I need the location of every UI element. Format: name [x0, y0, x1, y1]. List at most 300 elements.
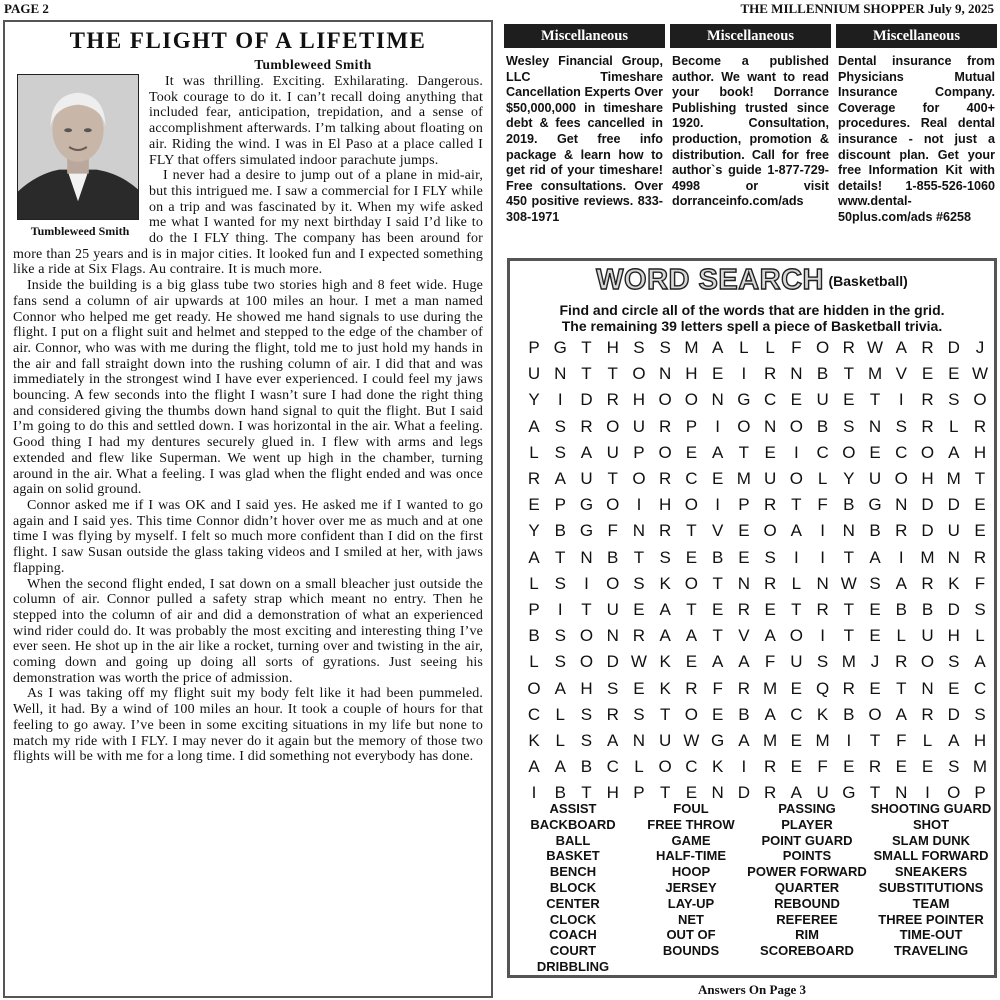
grid-letter: E: [921, 757, 934, 777]
grid-letter: P: [554, 495, 566, 515]
grid-letter: E: [685, 652, 698, 672]
grid-letter: O: [527, 678, 541, 698]
grid-letter: H: [973, 442, 987, 462]
grid-letter: D: [921, 495, 934, 515]
grid-letter: N: [763, 416, 777, 436]
word-list-item: FOUL: [673, 801, 709, 816]
word-list-item: SMALL FORWARD: [873, 848, 989, 864]
grid-letter: C: [973, 678, 987, 698]
grid-letter: D: [947, 338, 960, 358]
word-list-item: POINT GUARD: [761, 832, 853, 848]
grid-letter: T: [974, 469, 986, 489]
grid-letter: F: [817, 757, 828, 777]
grid-letter: R: [921, 338, 934, 358]
grid-letter: R: [763, 495, 777, 515]
word-list-column: [510, 801, 636, 975]
grid-letter: T: [581, 338, 592, 358]
grid-letter: T: [686, 521, 697, 541]
word-list-item: RIM: [795, 927, 819, 943]
grid-letter: I: [898, 547, 904, 567]
grid-row: [510, 597, 994, 623]
word-list-item: COACH: [549, 927, 597, 943]
classified-text: Dental insurance from Physicians Mutual Insurance Company. Coverage for 400+ procedures. Real dental insurance - not just a discount plan. Get your free Information Kit with details! 1-855-526-1060 www.dental-50plus.com/ads #6258: [838, 54, 995, 224]
grid-letter: I: [584, 573, 589, 593]
grid-letter: S: [554, 626, 566, 646]
grid-letter: S: [974, 704, 986, 724]
grid-letter: M: [736, 469, 751, 489]
grid-letter: O: [763, 521, 777, 541]
grid-letter: I: [636, 495, 642, 515]
word-list-item: HOOP: [671, 864, 711, 880]
grid-letter: M: [815, 730, 830, 750]
grid-letter: E: [974, 495, 986, 515]
grid-letter: P: [633, 783, 645, 803]
article-paragraph: As I was taking off my flight suit my body felt like it had been pummeled. Well, it had. By a wind of 100 miles an hour. It took a couple of hours for that feeling to go away. I’ve been in some exciting situations in my life but none to match my ride with I FLY. I may never do it again but the memory of those two flights will be with me for a long time. I did something not everybody has done.: [13, 686, 483, 765]
word-list-item: CLOCK: [549, 911, 597, 927]
grid-letter: C: [790, 704, 803, 724]
grid-letter: A: [869, 547, 881, 567]
grid-letter: L: [949, 416, 959, 436]
grid-letter: F: [607, 521, 618, 541]
word-search-instructions-1: Find and circle all of the words that are hidden in the grid.: [559, 302, 945, 318]
word-list-item: FREE THROW: [647, 816, 735, 832]
grid-letter: L: [529, 442, 539, 462]
grid-letter: T: [712, 626, 723, 646]
grid-letter: O: [789, 416, 803, 436]
grid-letter: D: [737, 783, 751, 803]
grid-letter: F: [817, 495, 828, 515]
word-list-item: THREE POINTER: [878, 911, 984, 927]
grid-letter: U: [790, 652, 803, 672]
grid-letter: E: [843, 757, 855, 777]
grid-letter: T: [738, 442, 750, 462]
grid-letter: T: [843, 626, 854, 646]
grid-letter: R: [737, 599, 751, 619]
word-list: [510, 801, 994, 975]
grid-letter: R: [763, 757, 777, 777]
article-paragraph: It was thrilling. Exciting. Exhilarating. Dangerous. Took courage to do it. I can’t recall doing anything that included fear, anticipation, trepidation, and a sense of accomplishment afterwards. I’m talking about floating on air. Riding the wind. I was in El Paso at a place called I FLY that offers simulated indoor parachute jumps.: [149, 74, 483, 168]
grid-letter: T: [659, 704, 671, 724]
classified-ad-timeshare: [504, 24, 665, 226]
grid-letter: R: [580, 416, 593, 436]
grid-letter: U: [816, 390, 829, 410]
grid-letter: S: [580, 704, 593, 724]
grid-letter: R: [895, 652, 908, 672]
grid-letter: C: [685, 757, 698, 777]
grid-letter: E: [895, 757, 907, 777]
word-list-item: PASSING: [778, 801, 836, 816]
grid-letter: H: [685, 364, 698, 384]
grid-letter: E: [633, 599, 645, 619]
grid-letter: A: [790, 521, 803, 541]
grid-letter: Y: [528, 521, 540, 541]
word-list-column: [636, 801, 746, 975]
grid-letter: O: [658, 390, 672, 410]
grid-letter: A: [528, 757, 540, 777]
grid-letter: T: [633, 547, 645, 567]
grid-letter: I: [820, 547, 825, 567]
grid-letter: A: [711, 442, 724, 462]
word-list-item: POINTS: [782, 848, 832, 864]
grid-letter: O: [606, 573, 620, 593]
word-list-item: TEAM: [912, 895, 950, 911]
grid-letter: D: [947, 704, 960, 724]
grid-letter: E: [974, 521, 986, 541]
grid-letter: M: [841, 652, 856, 672]
word-list-item: SNEAKERS: [894, 864, 968, 880]
grid-letter: S: [554, 416, 566, 436]
article-paragraph: When the second flight ended, I sat down on a small bleacher just outside the column of air. Connor pulled a safety strap which meant no entry. Then he stepped into the column of air and did a demonstration of what an experienced wind rider could do. It was probably the most exciting and interesting thing I’ve ever seen. He shot up in the air like a rocket, turning over and twisting in the air, coming down and going up doing all sorts of gyrations. Just seeing his demonstration was worth the price of admission.: [13, 576, 483, 686]
grid-letter: O: [947, 783, 961, 803]
classified-header: Miscellaneous: [836, 24, 997, 48]
grid-letter: B: [554, 521, 566, 541]
grid-letter: L: [555, 704, 565, 724]
article-paragraph: Connor asked me if I was OK and I said yes. He asked me if I wanted to go again and I said yes. This time Connor didn’t hover over me as much and at one time I was flying by myself. I felt so much more confident than I did on the first flight. I saw Susan outside the glass taking videos and I smiled at her, with jaws flapping.: [13, 497, 483, 576]
grid-letter: P: [528, 338, 540, 358]
grid-letter: G: [579, 495, 594, 515]
grid-letter: G: [579, 521, 594, 541]
grid-letter: F: [764, 652, 776, 672]
grid-letter: O: [579, 626, 594, 646]
grid-letter: I: [557, 599, 563, 619]
grid-letter: O: [658, 757, 672, 777]
grid-letter: E: [738, 521, 750, 541]
grid-letter: S: [816, 652, 829, 672]
grid-letter: D: [580, 390, 593, 410]
grid-letter: R: [816, 599, 829, 619]
article-byline: Tumbleweed Smith: [254, 57, 372, 72]
grid-letter: B: [607, 547, 619, 567]
grid-letter: K: [711, 757, 724, 777]
grid-letter: M: [684, 338, 699, 358]
grid-letter: R: [842, 678, 855, 698]
grid-letter: U: [659, 730, 672, 750]
grid-letter: S: [633, 338, 645, 358]
grid-letter: P: [633, 442, 645, 462]
word-list-item: GAME: [671, 832, 711, 848]
grid-letter: P: [528, 599, 540, 619]
grid-letter: A: [659, 626, 671, 646]
word-list-item: BLOCK: [549, 879, 597, 895]
grid-letter: V: [711, 521, 724, 541]
grid-letter: I: [741, 364, 747, 384]
grid-letter: B: [895, 599, 907, 619]
grid-letter: A: [607, 730, 619, 750]
grid-letter: A: [895, 573, 907, 593]
grid-letter: A: [790, 783, 803, 803]
grid-letter: U: [606, 442, 619, 462]
grid-letter: Y: [528, 390, 540, 410]
grid-letter: B: [816, 416, 829, 436]
grid-letter: S: [843, 416, 855, 436]
grid-letter: E: [685, 442, 698, 462]
publication-dateline: THE MILLENNIUM SHOPPER July 9, 2025: [740, 1, 994, 16]
grid-row: [510, 414, 994, 440]
grid-letter: Y: [843, 469, 855, 489]
grid-letter: S: [974, 599, 986, 619]
grid-letter: T: [581, 783, 592, 803]
grid-letter: C: [763, 390, 777, 410]
grid-letter: R: [606, 704, 619, 724]
grid-letter: A: [554, 757, 566, 777]
grid-letter: R: [763, 783, 777, 803]
grid-letter: A: [711, 338, 724, 358]
grid-letter: T: [581, 364, 592, 384]
grid-letter: R: [606, 390, 619, 410]
grid-letter: Q: [815, 678, 830, 698]
grid-letter: T: [843, 599, 854, 619]
grid-letter: A: [895, 704, 907, 724]
word-list-item: TIME-OUT: [899, 927, 963, 943]
grid-letter: E: [921, 364, 934, 384]
answers-note: Answers On Page 3: [698, 982, 806, 997]
grid-letter: U: [527, 364, 541, 384]
word-list-item: BASKET: [546, 848, 600, 864]
grid-letter: O: [789, 469, 803, 489]
grid-letter: S: [554, 652, 566, 672]
grid-letter: S: [948, 757, 960, 777]
word-list-item: COURT: [549, 943, 597, 959]
grid-letter: E: [738, 547, 750, 567]
grid-letter: S: [633, 704, 645, 724]
grid-letter: P: [685, 416, 698, 436]
grid-letter: E: [790, 757, 803, 777]
grid-letter: L: [529, 573, 539, 593]
grid-letter: H: [606, 783, 619, 803]
grid-letter: C: [527, 704, 541, 724]
grid-letter: E: [633, 678, 645, 698]
grid-letter: G: [553, 338, 567, 358]
word-list-item: ASSIST: [549, 801, 597, 816]
grid-letter: H: [947, 626, 960, 646]
grid-letter: T: [791, 495, 802, 515]
article-paragraph: I never had a desire to jump out of a plane in mid-air, but this intrigued me. I saw a commercial for I FLY while on a trip and was fascinated by it. When my wife asked me what I wanted for my next birthday I said I’d like to do the I FLY thing. The company has been around for more than 25 years and is in major cities. It looked fun and I expected something like a ride at Six Flags. Au contraire. It is much more.: [13, 168, 483, 278]
grid-letter: T: [869, 730, 881, 750]
grid-letter: R: [973, 547, 987, 567]
grid-letter: R: [763, 364, 777, 384]
grid-letter: L: [922, 730, 933, 750]
grid-letter: R: [895, 521, 908, 541]
grid-letter: E: [790, 730, 803, 750]
word-list-item: SLAM DUNK: [892, 832, 970, 848]
grid-letter: O: [684, 390, 699, 410]
grid-letter: H: [659, 495, 672, 515]
grid-letter: E: [711, 704, 724, 724]
grid-letter: B: [869, 521, 881, 541]
grid-letter: S: [869, 573, 881, 593]
word-list-item: REBOUND: [774, 895, 840, 911]
word-search-title-line: [510, 263, 994, 302]
grid-letter: T: [869, 390, 881, 410]
grid-letter: A: [738, 730, 750, 750]
grid-letter: N: [842, 521, 855, 541]
grid-letter: K: [816, 704, 829, 724]
grid-letter: M: [972, 757, 988, 777]
author-photo-block: [17, 74, 143, 239]
grid-letter: R: [685, 678, 698, 698]
grid-letter: B: [554, 783, 566, 803]
grid-letter: U: [580, 469, 593, 489]
grid-letter: C: [816, 442, 829, 462]
grid-letter: R: [973, 416, 987, 436]
grid-row: [510, 702, 994, 728]
grid-letter: K: [948, 573, 960, 593]
grid-letter: C: [685, 469, 698, 489]
grid-letter: S: [948, 390, 960, 410]
grid-letter: O: [815, 338, 830, 358]
grid-row: [510, 571, 994, 597]
grid-letter: O: [684, 495, 699, 515]
grid-letter: L: [555, 730, 565, 750]
grid-letter: R: [868, 757, 882, 777]
grid-row: [510, 440, 994, 466]
grid-letter: W: [683, 730, 700, 750]
classified-header: Miscellaneous: [504, 24, 665, 48]
grid-letter: A: [711, 652, 724, 672]
grid-letter: B: [738, 704, 750, 724]
word-list-item: BOUNDS: [662, 943, 720, 959]
grid-letter: U: [632, 416, 646, 436]
grid-letter: S: [659, 338, 671, 358]
grid-row: [510, 361, 994, 387]
grid-letter: I: [715, 416, 720, 436]
grid-row: [510, 623, 994, 649]
grid-letter: K: [659, 573, 671, 593]
grid-letter: I: [898, 390, 904, 410]
grid-letter: S: [659, 547, 671, 567]
grid-row: [510, 728, 994, 754]
grid-letter: T: [896, 678, 907, 698]
grid-letter: E: [948, 678, 960, 698]
grid-letter: K: [659, 652, 671, 672]
word-list-item: LAY-UP: [667, 895, 715, 911]
grid-letter: O: [579, 652, 594, 672]
grid-letter: B: [843, 704, 855, 724]
grid-letter: L: [896, 626, 907, 646]
grid-letter: B: [816, 364, 829, 384]
word-list-item: DRIBBLING: [536, 958, 610, 974]
grid-letter: V: [738, 626, 750, 646]
grid-letter: A: [554, 678, 566, 698]
grid-letter: O: [842, 442, 856, 462]
grid-letter: A: [948, 442, 960, 462]
grid-letter: A: [764, 626, 776, 646]
grid-letter: L: [634, 757, 644, 777]
grid-letter: T: [607, 469, 618, 489]
grid-letter: R: [921, 390, 934, 410]
grid-letter: R: [921, 704, 934, 724]
grid-letter: H: [606, 338, 619, 358]
grid-letter: N: [947, 547, 960, 567]
grid-letter: N: [580, 547, 593, 567]
word-search-instructions-2: The remaining 39 letters spell a piece of Basketball trivia.: [561, 318, 943, 334]
grid-letter: U: [763, 469, 777, 489]
grid-letter: R: [632, 626, 646, 646]
grid-letter: E: [685, 783, 698, 803]
grid-letter: O: [868, 704, 882, 724]
word-list-item: CENTER: [546, 895, 600, 911]
grid-letter: I: [531, 783, 537, 803]
grid-letter: C: [895, 442, 908, 462]
grid-letter: G: [711, 730, 725, 750]
grid-letter: R: [921, 416, 934, 436]
grid-letter: B: [580, 757, 593, 777]
grid-letter: I: [741, 757, 747, 777]
classified-text: Wesley Financial Group, LLC Timeshare Cancellation Experts Over $50,000,000 in timeshare debt & fees cancelled in 2019. Get free info package & learn how to get rid of your timeshare! Free consultations. Over 450 positive reviews. 833-308-1971: [506, 54, 663, 224]
grid-letter: I: [793, 547, 799, 567]
grid-letter: W: [971, 364, 988, 384]
word-list-item: BACKBOARD: [530, 816, 616, 832]
article-paragraph: Inside the building is a big glass tube two stories high and 8 feet wide. Huge fans send a column of air upwards at 100 miles an hour. I met a man named Connor who helped me get ready. He showed me hand signals to use during the flight. I put on a flight suit and helmet and stepped to the edge of the chamber of air. Connor, who was with me during the flight, told me to just hold my hands in the air and fall straight down into the rushing column of air. I did that and was immediately in the strongest wind I have ever experienced. I could feel my jaws bouncing. A few seconds into the flight I wasn’t sure I had done the right thing and considered giving the thumbs down hand signal to quit the flight. But I said I’m going to do this and settled down. I was horizontal in the air. What a feeling. Good thing I had my dentures securely glued in. I flew with arms and legs extended and flew like Superman. We went up high in the chamber, turning around in the air. What a feeling. I was glad when the flight ended and was once again on solid ground.: [13, 278, 483, 498]
grid-letter: U: [606, 599, 619, 619]
grid-letter: V: [895, 364, 907, 384]
word-list-item: BENCH: [549, 864, 597, 880]
grid-letter: A: [764, 704, 776, 724]
grid-letter: I: [820, 521, 825, 541]
grid-letter: O: [737, 416, 751, 436]
grid-letter: R: [763, 573, 777, 593]
grid-letter: T: [581, 599, 592, 619]
grid-letter: G: [868, 495, 882, 515]
grid-letter: N: [632, 730, 646, 750]
grid-letter: O: [920, 442, 935, 462]
word-list-item: SUBSTITUTIONS: [878, 879, 984, 895]
grid-letter: P: [974, 783, 986, 803]
grid-letter: E: [711, 469, 724, 489]
grid-letter: H: [921, 469, 934, 489]
grid-letter: N: [659, 364, 672, 384]
grid-letter: S: [764, 547, 776, 567]
grid-letter: R: [659, 416, 672, 436]
grid-letter: I: [793, 442, 799, 462]
word-list-item: JERSEY: [665, 879, 717, 895]
grid-letter: T: [607, 364, 618, 384]
grid-letter: O: [684, 704, 699, 724]
grid-letter: F: [974, 573, 986, 593]
grid-letter: E: [685, 547, 698, 567]
grid-letter: T: [686, 599, 697, 619]
grid-letter: T: [555, 547, 566, 567]
grid-letter: O: [973, 390, 987, 410]
word-search-title: WORD SEARCH: [596, 264, 825, 296]
word-list-item: BALL: [555, 832, 591, 848]
grid-letter: O: [684, 573, 699, 593]
grid-letter: N: [711, 390, 724, 410]
grid-row: [510, 466, 994, 492]
grid-letter: F: [712, 678, 723, 698]
grid-letter: O: [789, 626, 803, 646]
grid-letter: N: [554, 364, 567, 384]
grid-letter: E: [711, 364, 724, 384]
grid-letter: M: [763, 730, 778, 750]
grid-row: [510, 545, 994, 571]
grid-letter: S: [554, 573, 566, 593]
grid-letter: B: [711, 547, 724, 567]
grid-letter: T: [843, 547, 854, 567]
word-list-item: SCOREBOARD: [760, 943, 854, 959]
grid-letter: N: [895, 783, 908, 803]
word-list-item: NET: [678, 911, 704, 927]
grid-letter: J: [975, 338, 985, 358]
grid-letter: E: [869, 599, 881, 619]
grid-letter: L: [765, 338, 775, 358]
grid-letter: S: [895, 416, 907, 436]
grid-letter: N: [868, 416, 882, 436]
grid-letter: A: [580, 442, 593, 462]
grid-letter: H: [973, 730, 987, 750]
classified-ad-publishing: [670, 24, 831, 210]
grid-letter: A: [974, 652, 986, 672]
